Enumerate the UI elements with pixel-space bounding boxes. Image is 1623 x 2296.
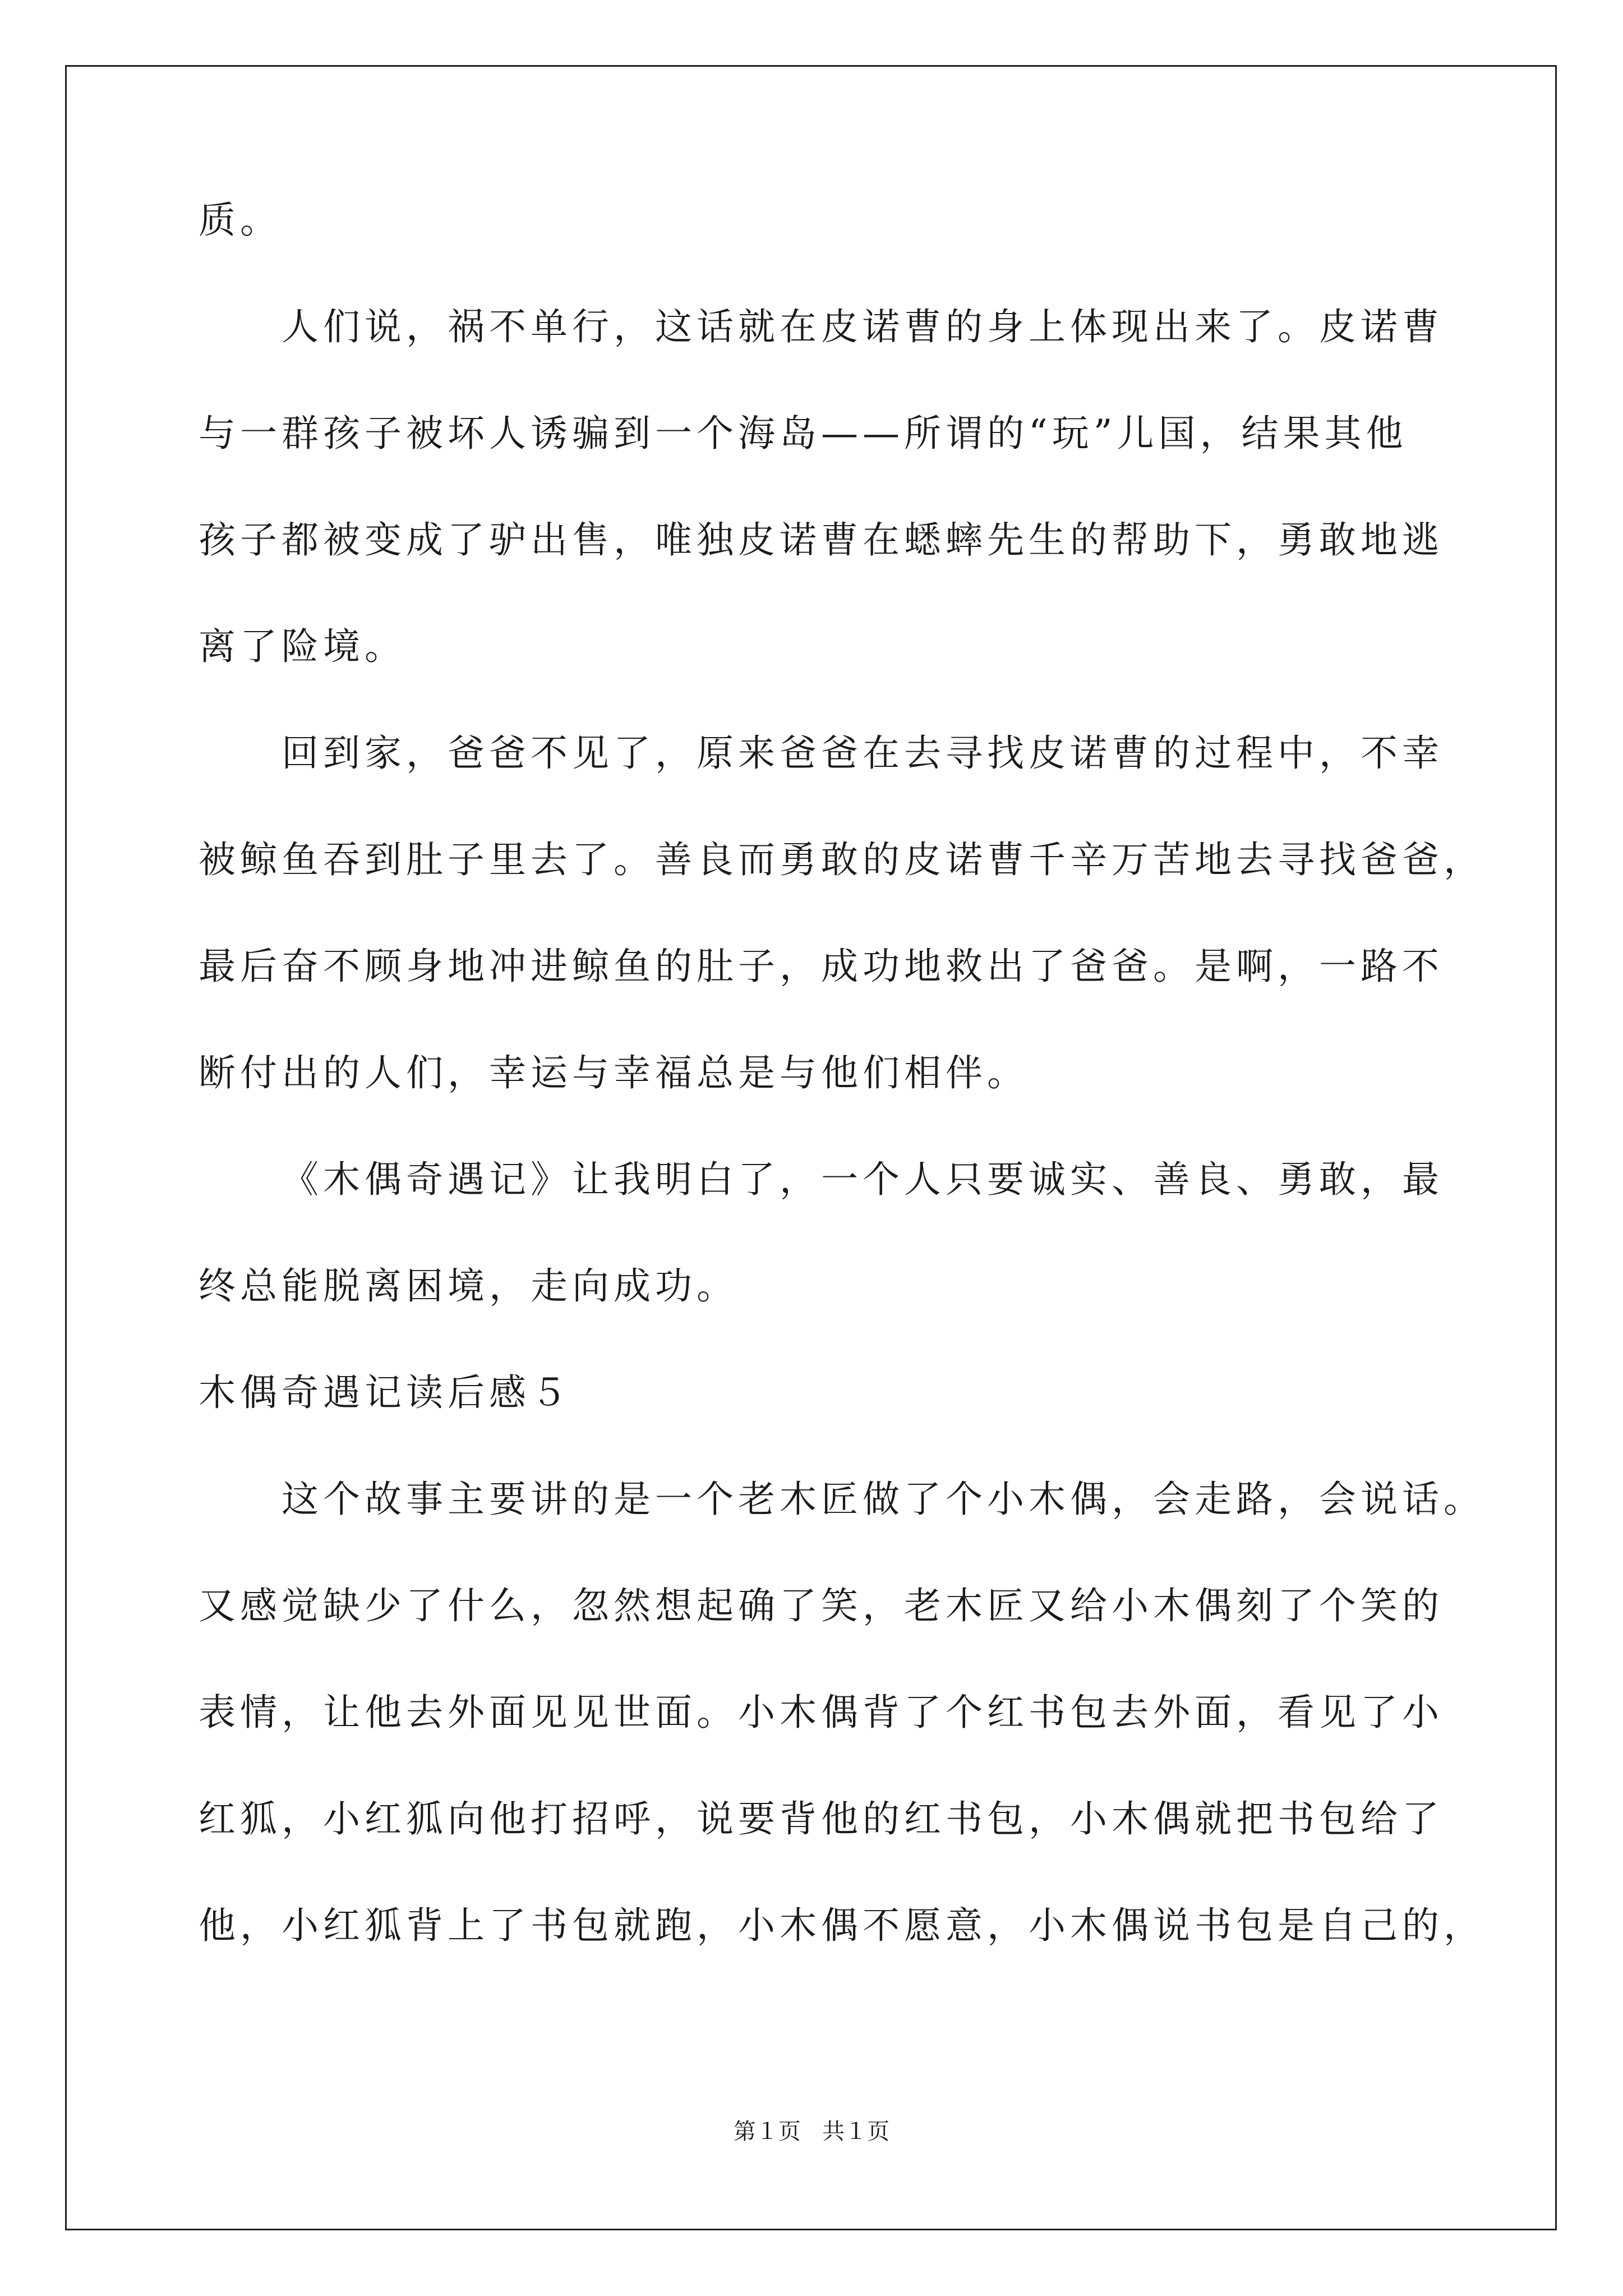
paragraph-line: 又感觉缺少了什么，忽然想起确了笑，老木匠又给小木偶刻了个笑的 [199, 1584, 1444, 1627]
section-heading: 木偶奇遇记读后感５ [199, 1371, 572, 1414]
paragraph-line: 终总能脱离困境，走向成功。 [199, 1264, 738, 1308]
paragraph-line: 孩子都被变成了驴出售，唯独皮诺曹在蟋蟀先生的帮助下，勇敢地逃 [199, 518, 1444, 562]
paragraph-line: 与一群孩子被坏人诱骗到一个海岛——所谓的“玩”儿国，结果其他 [199, 412, 1408, 455]
paragraph-line: 断付出的人们，幸运与幸福总是与他们相伴。 [199, 1051, 1029, 1094]
paragraph-line: 人们说，祸不单行，这话就在皮诺曹的身上体现出来了。皮诺曹 [282, 305, 1444, 348]
paragraph-line: 回到家，爸爸不见了，原来爸爸在去寻找皮诺曹的过程中，不幸 [282, 731, 1444, 775]
paragraph-line: 红狐，小红狐向他打招呼，说要背他的红书包，小木偶就把书包给了 [199, 1797, 1444, 1841]
paragraph-line: 《木偶奇遇记》让我明白了，一个人只要诚实、善良、勇敢，最 [282, 1158, 1444, 1201]
paragraph-line: 离了险境。 [199, 625, 406, 668]
paragraph-line: 最后奋不顾身地冲进鲸鱼的肚子，成功地救出了爸爸。是啊，一路不 [199, 945, 1444, 988]
paragraph-line: 他，小红狐背上了书包就跑，小木偶不愿意，小木偶说书包是自己的， [199, 1904, 1485, 1947]
paragraph-line: 这个故事主要讲的是一个老木匠做了个小木偶，会走路，会说话。 [282, 1478, 1485, 1521]
paragraph-line: 被鲸鱼吞到肚子里去了。善良而勇敢的皮诺曹千辛万苦地去寻找爸爸， [199, 838, 1485, 881]
page-footer: 第１页 共１页 [733, 2119, 890, 2145]
paragraph-line: 表情，让他去外面见见世面。小木偶背了个红书包去外面，看见了小 [199, 1691, 1444, 1734]
paragraph-line: 质。 [199, 199, 282, 242]
